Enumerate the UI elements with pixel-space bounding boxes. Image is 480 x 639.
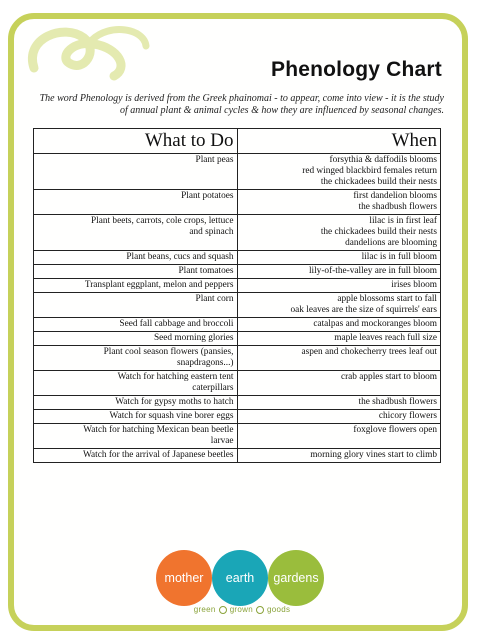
- table-row: [34, 410, 441, 424]
- table-row: [34, 449, 441, 463]
- table-row: [34, 190, 441, 215]
- logo-circle-gardens: [268, 550, 324, 606]
- when-cell: morning glory vines start to climb: [237, 449, 441, 463]
- tagline-goods: goods: [266, 605, 291, 614]
- logo-word-mother: mother: [164, 571, 204, 585]
- when-cell: chicory flowers: [237, 410, 441, 424]
- logo-tagline: [172, 605, 312, 614]
- table-row: [34, 346, 441, 371]
- what-to-do-cell: Watch for the arrival of Japanese beetles: [34, 449, 238, 463]
- when-cell: apple blossoms start to fall oak leaves are the size of squirrels' ears: [237, 293, 441, 318]
- when-cell: lilac is in first leaf the chickadees build their nests dandelions are blooming: [237, 215, 441, 251]
- table-row: [34, 279, 441, 293]
- when-cell: catalpas and mockoranges bloom: [237, 318, 441, 332]
- phenology-table: [33, 128, 441, 463]
- table-row: [34, 371, 441, 396]
- when-cell: foxglove flowers open: [237, 424, 441, 449]
- leaf-swirl-decoration: [14, 18, 154, 88]
- table-row: [34, 332, 441, 346]
- what-to-do-cell: Plant potatoes: [34, 190, 238, 215]
- intro-text: The word Phenology is derived from the Greek phainomai - to appear, come into view - it is the study of annual plant & animal cycles & how they are influenced by seasonal changes.: [39, 93, 444, 116]
- what-to-do-cell: Seed fall cabbage and broccoli: [34, 318, 238, 332]
- when-cell: crab apples start to bloom: [237, 371, 441, 396]
- table-row: [34, 265, 441, 279]
- when-cell: irises bloom: [237, 279, 441, 293]
- logo-circle-earth: [212, 550, 268, 606]
- tagline-dot-icon: [219, 606, 227, 614]
- when-cell: maple leaves reach full size: [237, 332, 441, 346]
- table-body: [34, 154, 441, 463]
- table-row: [34, 318, 441, 332]
- when-cell: aspen and chokecherry trees leaf out: [237, 346, 441, 371]
- tagline-green: green: [193, 605, 216, 614]
- what-to-do-cell: Plant cool season flowers (pansies, snapdragons...): [34, 346, 238, 371]
- table-row: [34, 154, 441, 190]
- what-to-do-cell: Seed morning glories: [34, 332, 238, 346]
- column-header-when: When: [237, 129, 441, 154]
- table-row: [34, 396, 441, 410]
- what-to-do-cell: Plant beets, carrots, cole crops, lettuce and spinach: [34, 215, 238, 251]
- logo-word-earth: earth: [225, 571, 255, 585]
- what-to-do-cell: Watch for gypsy moths to hatch: [34, 396, 238, 410]
- table-row: [34, 424, 441, 449]
- when-cell: first dandelion blooms the shadbush flowers: [237, 190, 441, 215]
- what-to-do-cell: Plant beans, cucs and squash: [34, 251, 238, 265]
- table-row: [34, 215, 441, 251]
- what-to-do-cell: Transplant eggplant, melon and peppers: [34, 279, 238, 293]
- what-to-do-cell: Plant peas: [34, 154, 238, 190]
- what-to-do-cell: Watch for hatching Mexican bean beetle larvae: [34, 424, 238, 449]
- page-title: Phenology Chart: [270, 58, 442, 81]
- column-header-what: What to Do: [34, 129, 238, 154]
- what-to-do-cell: Watch for hatching eastern tent caterpillars: [34, 371, 238, 396]
- logo-circle-mother: [156, 550, 212, 606]
- tagline-dot-icon: [256, 606, 264, 614]
- when-cell: the shadbush flowers: [237, 396, 441, 410]
- table-row: [34, 293, 441, 318]
- what-to-do-cell: Watch for squash vine borer eggs: [34, 410, 238, 424]
- logo-word-gardens: gardens: [273, 571, 319, 585]
- table-row: [34, 251, 441, 265]
- when-cell: lilac is in full bloom: [237, 251, 441, 265]
- when-cell: forsythia & daffodils blooms red winged blackbird females return the chickadees build their nests: [237, 154, 441, 190]
- what-to-do-cell: Plant corn: [34, 293, 238, 318]
- table-header-row: [34, 129, 441, 154]
- what-to-do-cell: Plant tomatoes: [34, 265, 238, 279]
- when-cell: lily-of-the-valley are in full bloom: [237, 265, 441, 279]
- tagline-grown: grown: [229, 605, 253, 614]
